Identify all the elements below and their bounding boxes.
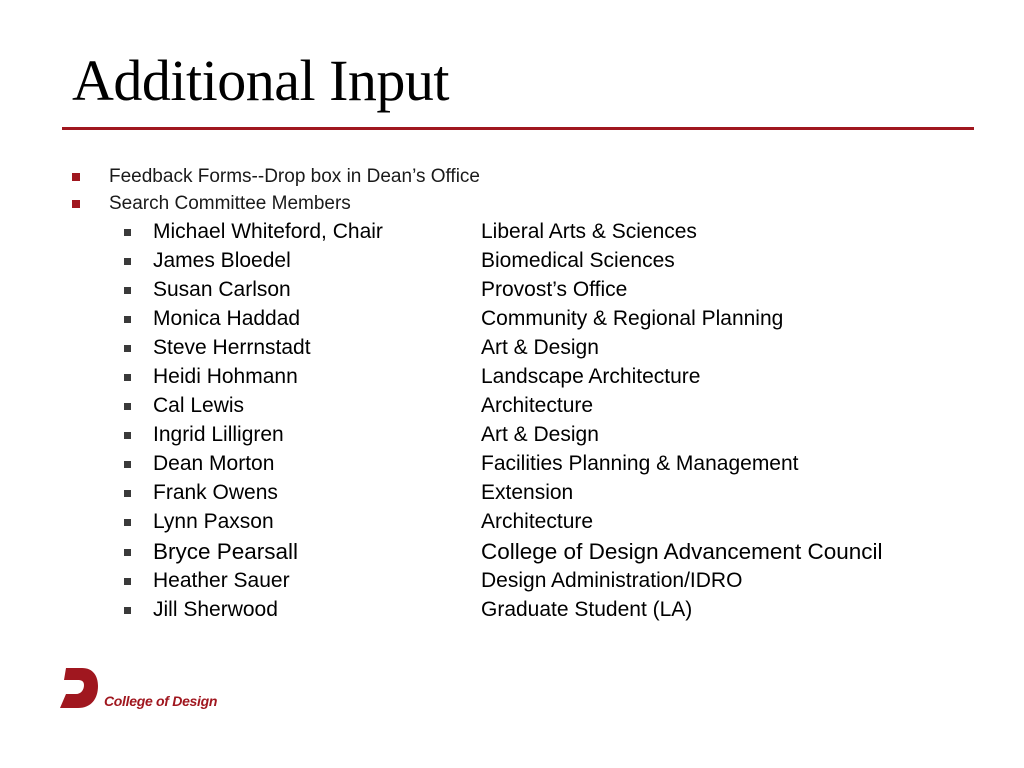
member-department: Biomedical Sciences [481, 249, 675, 272]
member-name: Jill Sherwood [153, 598, 278, 621]
member-department: Landscape Architecture [481, 365, 701, 388]
member-department: Liberal Arts & Sciences [481, 220, 697, 243]
member-name: Dean Morton [153, 452, 275, 475]
member-department: Community & Regional Planning [481, 307, 784, 330]
member-department: Architecture [481, 510, 594, 533]
bullet-text: Search Committee Members [109, 193, 351, 214]
square-bullet-icon [124, 549, 131, 556]
square-bullet-icon [124, 345, 131, 352]
member-department: Design Administration/IDRO [481, 569, 743, 592]
member-department: Extension [481, 481, 574, 504]
square-bullet-icon [124, 432, 131, 439]
college-of-design-logo-text: College of Design [104, 693, 218, 709]
member-name: Lynn Paxson [153, 510, 274, 533]
member-department: Graduate Student (LA) [481, 598, 693, 621]
square-bullet-icon [124, 578, 131, 585]
square-bullet-icon [124, 490, 131, 497]
square-bullet-icon [124, 316, 131, 323]
member-name: Cal Lewis [153, 394, 245, 417]
member-name: Bryce Pearsall [153, 539, 299, 564]
title-divider [62, 127, 974, 130]
square-bullet-icon [124, 519, 131, 526]
member-name: Susan Carlson [153, 278, 291, 301]
square-bullet-icon [124, 461, 131, 468]
member-name: James Bloedel [153, 249, 291, 272]
college-of-design-d-logo-icon [60, 668, 100, 712]
member-department: Art & Design [481, 336, 599, 359]
member-name: Heidi Hohmann [153, 365, 298, 388]
square-bullet-icon [124, 287, 131, 294]
member-department: Architecture [481, 394, 594, 417]
square-bullet-icon [124, 374, 131, 381]
square-bullet-icon [124, 258, 131, 265]
member-name: Frank Owens [153, 481, 278, 504]
member-department: Art & Design [481, 423, 599, 446]
member-name: Michael Whiteford, Chair [153, 220, 383, 243]
slide-title: Additional Input [72, 48, 450, 113]
square-bullet-icon [124, 607, 131, 614]
member-name: Monica Haddad [153, 307, 301, 330]
member-department: Facilities Planning & Management [481, 452, 799, 475]
square-bullet-icon [124, 403, 131, 410]
member-department: Provost’s Office [481, 278, 628, 301]
square-bullet-icon [124, 229, 131, 236]
member-department: College of Design Advancement Council [481, 539, 883, 564]
member-name: Heather Sauer [153, 569, 290, 592]
bullet-text: Feedback Forms--Drop box in Dean’s Office [109, 166, 481, 187]
square-bullet-icon [72, 200, 80, 208]
member-name: Ingrid Lilligren [153, 423, 284, 446]
member-name: Steve Herrnstadt [153, 336, 311, 359]
square-bullet-icon [72, 173, 80, 181]
